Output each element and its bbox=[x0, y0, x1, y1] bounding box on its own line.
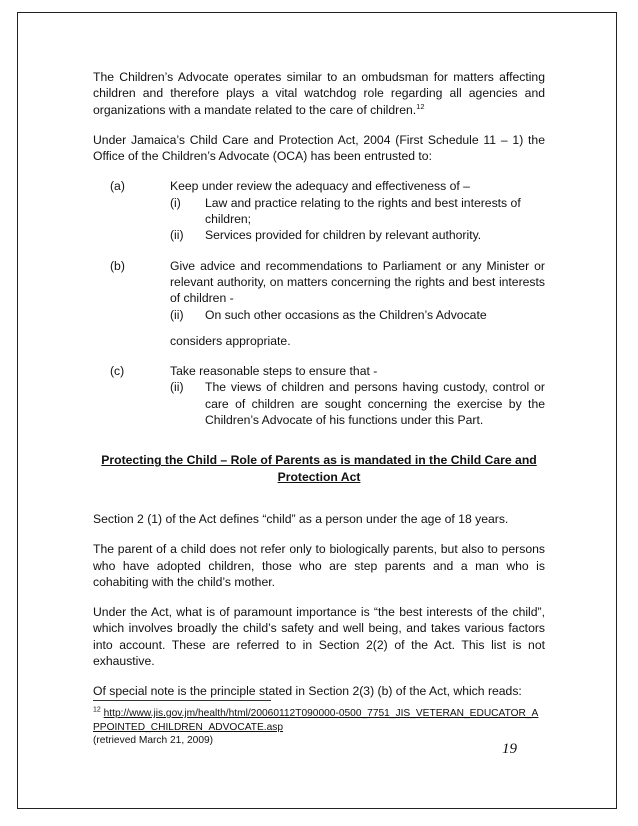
page-number: 19 bbox=[502, 741, 517, 757]
sub-item-text: On such other occasions as the Children’s Advocate bbox=[205, 307, 487, 322]
item-label: (c) bbox=[110, 364, 125, 379]
mandate-item-c bbox=[93, 363, 545, 428]
item-text: Give advice and recommendations to Parliament or any Minister or relevant authority, on matters concerning the rights and best interests of children - bbox=[170, 258, 545, 306]
section-heading: Protecting the Child – Role of Parents as is mandated in the Child Care and Protection Act bbox=[101, 453, 537, 484]
sub-item-label: (ii) bbox=[170, 380, 184, 395]
item-text: Keep under review the adequacy and effectiveness of – bbox=[170, 179, 470, 194]
item-tail-text: considers appropriate. bbox=[170, 333, 291, 348]
sub-item bbox=[170, 227, 545, 243]
sub-item-text: Services provided for children by relevant authority. bbox=[205, 228, 482, 243]
best-interests-paragraph: Under the Act, what is of paramount importance is “the best interests of the child”, which involves broadly the child’s safety and well being, and takes various factors into account. These are referred to in Section 2(2) of the Act. This list is not exhaustive. bbox=[93, 605, 545, 669]
footnote-retrieved: (retrieved March 21, 2009) bbox=[93, 735, 214, 746]
footnote-reference: 12 bbox=[416, 101, 425, 111]
child-definition-paragraph: Section 2 (1) of the Act defines “child” as a person under the age of 18 years. bbox=[93, 511, 509, 526]
footnote-link[interactable]: http://www.jis.gov.jm/health/html/20060112T090000-0500_7751_JIS_VETERAN_EDUCATOR_APPOINTED_CHILDREN_ADVOCATE.asp bbox=[93, 708, 539, 733]
sub-item bbox=[170, 307, 545, 323]
special-note-paragraph: Of special note is the principle stated in Section 2(3) (b) of the Act, which reads: bbox=[93, 684, 522, 699]
sub-item-label: (ii) bbox=[170, 228, 184, 243]
footnote-number: 12 bbox=[93, 706, 101, 714]
item-label: (a) bbox=[110, 179, 125, 194]
sub-item-text: The views of children and persons having custody, control or care of children are sought concerning the exercise by the Children’s Advocate of his functions under this Part. bbox=[205, 380, 545, 428]
oca-mandate-paragraph: Under Jamaica’s Child Care and Protection Act, 2004 (First Schedule 11 – 1) the Office of the Children’s Advocate (OCA) has been entrusted to: bbox=[93, 132, 545, 164]
sub-item-label: (ii) bbox=[170, 307, 184, 322]
mandate-item-a bbox=[93, 178, 545, 243]
sub-item-text: Law and practice relating to the rights and best interests of children; bbox=[205, 195, 521, 227]
intro-text: The Children’s Advocate operates similar to an ombudsman for matters affecting children and therefore plays a vital watchdog role regarding all agencies and organizations with a mandate related to the care of children. bbox=[93, 70, 545, 117]
footnote-separator bbox=[93, 700, 271, 701]
sub-item-label: (i) bbox=[170, 195, 181, 210]
intro-paragraph bbox=[93, 69, 545, 118]
page-body bbox=[93, 69, 545, 700]
footnote bbox=[93, 707, 545, 748]
item-label: (b) bbox=[110, 258, 125, 273]
mandate-item-b bbox=[93, 258, 545, 349]
parent-definition-paragraph: The parent of a child does not refer only to biologically parents, but also to persons who have adopted children, those who are step parents and a man who is cohabiting with the child’s mother. bbox=[93, 542, 545, 589]
item-text: Take reasonable steps to ensure that - bbox=[170, 364, 378, 379]
sub-item bbox=[170, 379, 545, 428]
sub-item bbox=[170, 195, 545, 228]
